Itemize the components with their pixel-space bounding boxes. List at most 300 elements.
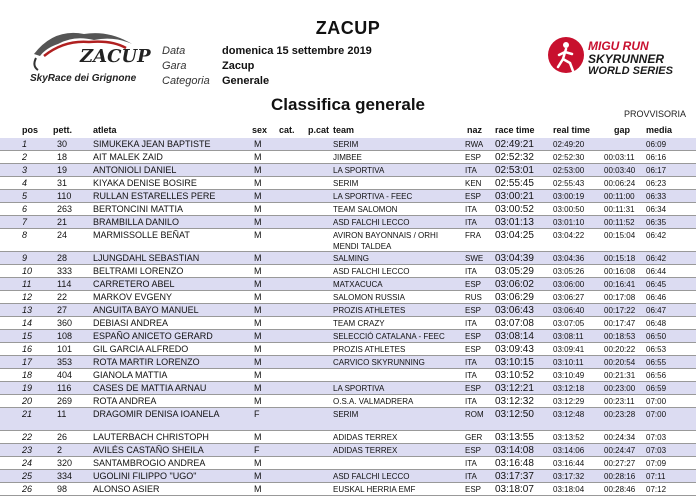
cell-pett: 353 [57,357,73,367]
cell-team: SERIM [333,179,359,188]
col-atleta: atleta [93,125,117,135]
cell-naz: FRA [465,231,481,240]
cell-naz: ITA [465,166,477,175]
cell-sex: M [254,292,262,302]
table-row [0,138,696,151]
cell-atleta: CARRETERO ABEL [93,279,175,289]
cell-sex: M [254,344,262,354]
cell-pett: 116 [57,383,72,393]
cell-real-time: 02:53:00 [553,166,585,175]
cell-pett: 30 [57,139,68,149]
table-header [0,120,696,139]
cell-real-time: 02:52:30 [553,153,585,162]
table-row [0,252,696,265]
cell-race-time: 02:52:32 [495,152,534,163]
table-row [0,216,696,229]
series-logo [546,33,686,83]
table-row [0,395,696,408]
page-heading: Classifica generale [270,95,426,114]
col-sex: sex [252,125,268,135]
cell-real-time: 03:01:10 [553,218,585,227]
cell-naz: ESP [465,485,482,494]
cell-real-time: 03:18:04 [553,485,585,494]
cell-sex: M [254,370,262,380]
cell-atleta: LJUNGDAHL SEBASTIAN [93,253,200,263]
cell-atleta: AIT MALEK ZAID [93,152,163,162]
cell-real-time: 03:12:29 [553,397,585,406]
cell-pos: 11 [22,279,32,289]
cell-sex: M [254,279,262,289]
cell-race-time: 03:08:14 [495,331,534,342]
cell-race-time: 03:06:02 [495,279,534,290]
cell-sex: M [254,458,262,468]
cell-team: O.S.A. VALMADRERA [333,397,414,406]
cell-team: EUSKAL HERRIA EMF [333,485,416,494]
cell-pett: 360 [57,318,73,328]
cell-naz: ESP [465,153,482,162]
cell-race-time: 03:13:55 [495,432,534,443]
cell-gap: 00:17:22 [604,306,636,315]
cell-race-time: 03:10:15 [495,357,534,368]
cell-pett: 101 [57,344,73,354]
cell-media: 07:03 [646,433,667,442]
cell-pett: 263 [57,204,73,214]
cell-naz: ITA [465,218,477,227]
cell-race-time: 02:55:45 [495,178,534,189]
cell-race-time: 03:00:52 [495,204,534,215]
cell-sex: M [254,318,262,328]
cell-gap: 00:28:46 [604,485,636,494]
cell-sex: M [254,165,262,175]
series-line3: WORLD SERIES [588,65,673,77]
cell-real-time: 03:00:19 [553,192,585,201]
cell-pett: 334 [57,471,73,481]
cell-race-time: 03:00:21 [495,191,534,202]
cell-gap: 00:15:04 [604,231,636,240]
cell-gap: 00:27:27 [604,459,636,468]
info-value: Zacup [222,60,255,72]
cell-media: 07:03 [646,446,667,455]
cell-atleta: AVILÉS CASTAÑO SHEILA [93,445,204,455]
cell-pos: 16 [22,344,33,354]
cell-race-time: 03:05:29 [495,266,534,277]
cell-naz: RWA [465,140,484,149]
col-team: team [333,125,355,135]
cell-sex: M [254,383,262,393]
cell-media: 06:33 [646,192,667,201]
cell-media: 06:16 [646,153,667,162]
cell-atleta: BELTRAMI LORENZO [93,266,184,276]
cell-team: SALMING [333,254,370,263]
cell-sex: M [254,217,262,227]
cell-pos: 18 [22,370,33,380]
cell-sex: M [254,139,262,149]
cell-media: 06:34 [646,205,667,214]
cell-team: ASD FALCHI LECCO [333,267,410,276]
cell-pos: 2 [22,152,28,162]
status-label: PROVVISORIA [623,109,686,119]
cell-real-time: 02:55:43 [553,179,585,188]
table-row [0,278,696,291]
cell-pett: 26 [57,432,68,442]
cell-team: SERIM [333,140,359,149]
cell-pos: 15 [22,331,33,341]
info-label: Categoria [162,75,210,87]
cell-pett: 2 [57,445,63,455]
cell-gap: 00:23:11 [604,397,635,406]
cell-gap: 00:16:41 [604,280,636,289]
cell-naz: ITA [465,459,477,468]
cell-pos: 13 [22,305,33,315]
cell-pos: 22 [22,432,33,442]
cell-team: PROZIS ATHLETES [333,345,406,354]
event-info [162,44,372,89]
cell-atleta: MARKOV EVGENY [93,292,173,302]
cell-real-time: 03:09:41 [553,345,585,354]
table-row [0,369,696,382]
cell-pett: 333 [57,266,73,276]
col-real-time: real time [553,125,591,135]
cell-naz: RUS [465,293,482,302]
cell-gap: 00:28:16 [604,472,636,481]
cell-pos: 7 [22,217,28,227]
cell-real-time: 03:13:52 [553,433,585,442]
cell-media: 06:53 [646,345,667,354]
cell-pos: 14 [22,318,33,328]
cell-team: ADIDAS TERREX [333,433,398,442]
cell-media: 06:48 [646,319,667,328]
cell-gap: 00:11:00 [604,192,635,201]
cell-media: 06:59 [646,384,667,393]
cell-gap: 00:18:53 [604,332,636,341]
cell-team: MATXACUCA [333,280,383,289]
table-row [0,304,696,317]
cell-race-time: 03:12:32 [495,396,534,407]
cell-atleta: KIYAKA DENISE BOSIRE [93,178,197,188]
table-row [0,330,696,343]
cell-race-time: 03:07:08 [495,318,534,329]
runner-badge-icon [546,33,586,79]
cell-race-time: 03:12:50 [495,409,534,420]
cell-pett: 320 [57,458,73,468]
cell-real-time: 03:16:44 [553,459,585,468]
cell-atleta: ROTA ANDREA [93,396,157,406]
cell-sex: M [254,305,262,315]
cell-pos: 8 [22,230,28,240]
cell-race-time: 03:09:43 [495,344,534,355]
event-title: ZACUP [315,18,381,38]
cell-sex: F [254,445,260,455]
cell-media: 06:47 [646,306,667,315]
table-row [0,190,696,203]
cell-pos: 25 [22,471,33,481]
cell-naz: ESP [465,332,482,341]
cell-pett: 11 [57,409,67,419]
table-row [0,203,696,216]
results-table [0,138,696,496]
cell-team: LA SPORTIVA [333,384,385,393]
cell-naz: ITA [465,472,477,481]
table-row [0,444,696,457]
cell-pos: 21 [22,409,33,419]
cell-naz: ESP [465,306,482,315]
info-label: Data [162,45,186,57]
cell-media: 07:00 [646,410,667,419]
cell-race-time: 03:10:52 [495,370,534,381]
cell-atleta: CASES DE MATTIA ARNAU [93,383,207,393]
cell-media: 06:17 [646,166,667,175]
cell-race-time: 02:53:01 [495,165,534,176]
cell-pett: 110 [57,191,72,201]
cell-sex: M [254,152,262,162]
cell-pos: 3 [22,165,28,175]
cell-pett: 24 [57,230,68,240]
cell-atleta: ESPAÑO ANICETO GERARD [93,331,213,341]
cell-pos: 20 [22,396,33,406]
cell-atleta: ANGUITA BAYO MANUEL [93,305,199,315]
cell-atleta: DEBIASI ANDREA [93,318,169,328]
cell-naz: ITA [465,371,477,380]
cell-team: LA SPORTIVA [333,166,385,175]
col-media: media [646,125,673,135]
cell-pos: 5 [22,191,28,201]
cell-pett: 269 [57,396,73,406]
col-pcat: p.cat [308,125,330,135]
info-row-data [162,44,372,59]
cell-race-time: 03:16:48 [495,458,534,469]
info-row-categoria [162,74,372,89]
cell-real-time: 03:08:11 [553,332,584,341]
cell-team: AVIRON BAYONNAIS / ORHI MENDI TALDEA [333,231,439,251]
cell-team: LA SPORTIVA - FEEC [333,192,413,201]
cell-race-time: 03:12:21 [495,383,534,394]
table-row [0,408,696,431]
cell-gap: 00:20:54 [604,358,636,367]
cell-pett: 21 [57,217,68,227]
cell-team: SALOMON RUSSIA [333,293,406,302]
cell-sex: M [254,471,262,481]
cell-real-time: 03:06:27 [553,293,585,302]
cell-pett: 27 [57,305,68,315]
cell-pett: 31 [57,178,68,188]
cell-atleta: LAUTERBACH CHRISTOPH [93,432,209,442]
cell-pos: 19 [22,383,33,393]
cell-pett: 28 [57,253,68,263]
cell-sex: M [254,253,262,263]
cell-team: CARVICO SKYRUNNING [333,358,425,367]
cell-pett: 98 [57,484,68,494]
info-value: domenica 15 settembre 2019 [222,45,372,57]
cell-real-time: 03:07:05 [553,319,585,328]
cell-team: ADIDAS TERREX [333,446,398,455]
table-row [0,265,696,278]
cell-team: TEAM SALOMON [333,205,398,214]
cell-gap: 00:06:24 [604,179,636,188]
table-row [0,229,696,252]
cell-media: 07:00 [646,397,667,406]
cell-gap: 00:21:31 [604,371,636,380]
cell-race-time: 03:17:37 [495,471,534,482]
cell-atleta: ROTA MARTIR LORENZO [93,357,200,367]
cell-sex: M [254,178,262,188]
cell-sex: M [254,191,262,201]
cell-atleta: BERTONCINI MATTIA [93,204,184,214]
cell-real-time: 03:06:40 [553,306,585,315]
cell-atleta: ALONSO ASIER [93,484,160,494]
logo-caption: SkyRace dei Grignone [30,73,137,84]
info-label: Gara [162,60,187,72]
cell-naz: SWE [465,254,484,263]
cell-naz: GER [465,433,483,442]
cell-race-time: 03:14:08 [495,445,534,456]
cell-real-time: 03:10:49 [553,371,585,380]
cell-team: ASD FALCHI LECCO [333,218,410,227]
cell-pos: 24 [22,458,33,468]
cell-atleta: RULLAN ESTARELLES PERE [93,191,216,201]
cell-atleta: SANTAMBROGIO ANDREA [93,458,206,468]
cell-atleta: GIANOLA MATTIA [93,370,168,380]
cell-sex: M [254,396,262,406]
cell-pos: 9 [22,253,28,263]
cell-naz: ITA [465,267,477,276]
cell-media: 06:44 [646,267,667,276]
cell-media: 06:50 [646,332,667,341]
table-row [0,457,696,470]
cell-atleta: MARMISSOLLE BEÑAT [93,230,190,240]
cell-real-time: 03:05:26 [553,267,585,276]
cell-media: 06:45 [646,280,667,289]
cell-atleta: ANTONIOLI DANIEL [93,165,177,175]
table-row [0,291,696,304]
cell-sex: M [254,331,262,341]
cell-race-time: 03:06:29 [495,292,534,303]
cell-pos: 10 [22,266,33,276]
cell-naz: ESP [465,192,482,201]
cell-media: 06:56 [646,371,667,380]
table-row [0,470,696,483]
cell-gap: 00:16:08 [604,267,636,276]
cell-naz: ESP [465,384,482,393]
cell-atleta: DRAGOMIR DENISA IOANELA [93,409,220,419]
info-value: Generale [222,75,270,87]
table-row [0,356,696,369]
cell-real-time: 03:10:11 [553,358,584,367]
cell-naz: KEN [465,179,482,188]
cell-pett: 22 [57,292,68,302]
cell-gap: 00:11:31 [604,205,635,214]
cell-pos: 26 [22,484,33,494]
series-line2: SKYRUNNER [588,52,665,66]
table-row [0,343,696,356]
cell-naz: ESP [465,345,482,354]
cell-gap: 00:23:00 [604,384,636,393]
col-pett: pett. [53,125,72,135]
table-row [0,317,696,330]
col-naz: naz [467,125,483,135]
cell-race-time: 03:18:07 [495,484,534,495]
cell-media: 06:23 [646,179,667,188]
cell-race-time: 03:04:39 [495,253,534,264]
cell-atleta: SIMUKEKA JEAN BAPTISTE [93,139,211,149]
table-row [0,431,696,444]
cell-naz: ESP [465,446,482,455]
cell-real-time: 03:17:32 [553,472,585,481]
table-row [0,483,696,496]
col-cat: cat. [279,125,295,135]
cell-race-time: 03:01:13 [495,217,534,228]
cell-media: 07:09 [646,459,667,468]
cell-pett: 19 [57,165,68,175]
cell-atleta: UGOLINI FILIPPO "UGO" [93,471,197,481]
logo-wordmark: ZACUP [80,46,151,67]
cell-media: 07:12 [646,485,667,494]
cell-gap: 00:20:22 [604,345,636,354]
cell-naz: ITA [465,358,477,367]
cell-real-time: 03:00:50 [553,205,585,214]
cell-pett: 114 [57,279,72,289]
cell-media: 06:42 [646,231,667,240]
cell-pett: 18 [57,152,68,162]
table-row [0,164,696,177]
cell-pos: 6 [22,204,28,214]
cell-gap: 00:11:52 [604,218,635,227]
cell-team: SELECCIÓ CATALANA - FEEC [333,332,445,341]
cell-gap: 00:24:34 [604,433,636,442]
cell-race-time: 02:49:21 [495,139,534,150]
col-pos: pos [22,125,39,135]
cell-naz: ITA [465,319,477,328]
cell-pos: 4 [22,178,28,188]
cell-team: TEAM CRAZY [333,319,385,328]
cell-media: 06:09 [646,140,667,149]
cell-team: SERIM [333,410,359,419]
cell-naz: ITA [465,397,477,406]
cell-sex: M [254,484,262,494]
cell-gap: 00:03:11 [604,153,635,162]
cell-race-time: 03:06:43 [495,305,534,316]
cell-real-time: 03:14:06 [553,446,585,455]
table-row [0,382,696,395]
cell-pos: 12 [22,292,33,302]
cell-gap: 00:23:28 [604,410,636,419]
cell-team: JIMBEE [333,153,362,162]
cell-gap: 00:03:40 [604,166,636,175]
cell-atleta: GIL GARCIA ALFREDO [93,344,189,354]
cell-naz: ROM [465,410,484,419]
cell-real-time: 02:49:20 [553,140,585,149]
cell-gap: 00:24:47 [604,446,636,455]
cell-gap: 00:17:08 [604,293,636,302]
cell-sex: F [254,409,260,419]
cell-pos: 1 [22,139,28,149]
cell-media: 06:46 [646,293,667,302]
cell-real-time: 03:12:18 [553,384,585,393]
cell-naz: ESP [465,280,482,289]
table-row [0,177,696,190]
cell-media: 06:55 [646,358,667,367]
cell-sex: M [254,357,262,367]
table-row [0,151,696,164]
cell-sex: M [254,204,262,214]
cell-real-time: 03:12:48 [553,410,585,419]
cell-sex: M [254,432,262,442]
cell-gap: 00:17:47 [604,319,636,328]
col-race-time: race time [495,125,535,135]
info-row-gara [162,59,372,74]
cell-pos: 17 [22,357,33,367]
series-line1: MIGU RUN [588,39,649,53]
cell-naz: ITA [465,205,477,214]
